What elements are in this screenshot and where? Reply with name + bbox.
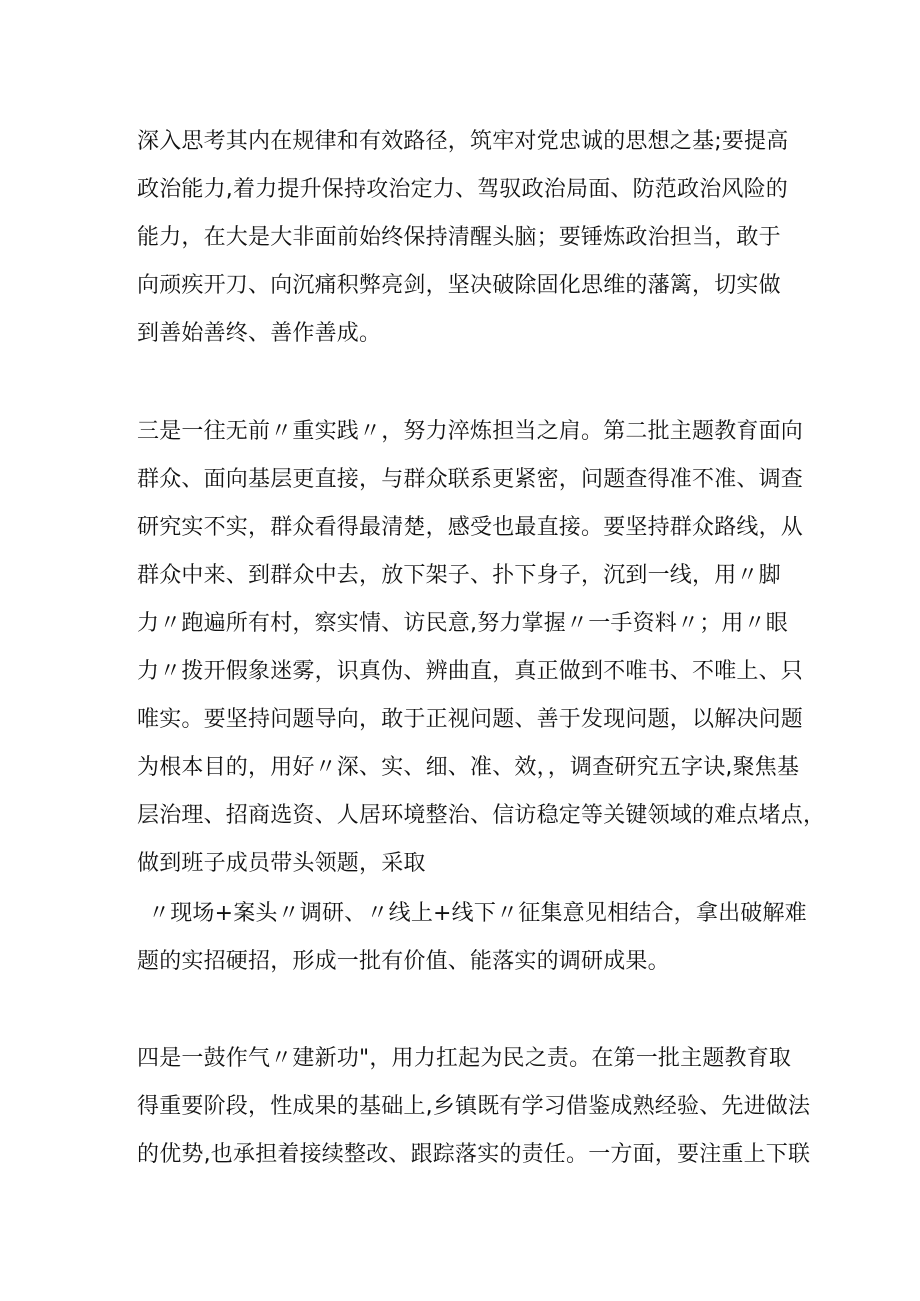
paragraph-2-line-11: 〃现场+案头〃调研、〃线上+线下〃征集意见相结合，拿出破解难 (148, 901, 807, 926)
paragraph-2-line-9: 层治理、招商选资、人居环境整治、信访稳定等关键领域的难点堵点， (137, 803, 826, 828)
paragraph-1-line-4: 向顽疾开刀、向沉痛积弊亮剑，坚决破除固化思维的藩篱，切实做 (137, 273, 781, 298)
paragraph-1-line-5: 到善始善终、善作善成。 (137, 321, 382, 346)
paragraph-2-line-7: 唯实。要坚持问题导向，敢于正视问题、善于发现问题，以解决问题 (137, 707, 804, 732)
paragraph-2-line-4: 群众中来、到群众中去，放下架子、扑下身子，沉到一线，用〃脚 (137, 563, 781, 588)
paragraph-3-line-1: 四是一鼓作气〃建新功"，用力扛起为民之责。在第一批主题教育取 (137, 1046, 792, 1071)
paragraph-2-line-1: 三是一往无前〃重实践〃，努力淬炼担当之肩。第二批主题教育面向 (137, 419, 804, 444)
paragraph-1-line-3: 能力，在大是大非面前始终保持清醒头脑；要锤炼政治担当，敢于 (137, 225, 781, 250)
paragraph-1-line-1: 深入思考其内在规律和有效路径，筑牢对党忠诚的思想之基;要提高 (137, 129, 789, 154)
paragraph-3-line-3: 的优势,也承担着接续整改、跟踪落实的责任。一方面，要注重上下联 (137, 1142, 811, 1167)
paragraph-2-line-2: 群众、面向基层更直接，与群众联系更紧密，问题查得准不准、调查 (137, 467, 804, 492)
paragraph-2-line-5: 力〃跑遍所有村，察实情、访民意,努力掌握〃一手资料〃；用〃眼 (137, 611, 788, 636)
paragraph-2-line-8: 为根本目的，用好〃深、实、细、准、效，，调查研究五字诀,聚焦基 (137, 755, 800, 780)
paragraph-2-line-6: 力〃拨开假象迷雾，识真伪、辨曲直，真正做到不唯书、不唯上、只 (137, 659, 804, 684)
paragraph-2-line-12: 题的实招硬招，形成一批有价值、能落实的调研成果。 (137, 949, 670, 974)
paragraph-2-line-10: 做到班子成员带头领题，采取 (137, 851, 426, 876)
paragraph-2-line-3: 研究实不实，群众看得最清楚，感受也最直接。要坚持群众路线，从 (137, 515, 804, 540)
paragraph-1-line-2: 政治能力,着力提升保持攻治定力、驾驭政治局面、防范政治风险的 (137, 177, 788, 202)
paragraph-3-line-2: 得重要阶段，性成果的基础上,乡镇既有学习借鉴成熟经验、先进做法 (137, 1094, 811, 1119)
